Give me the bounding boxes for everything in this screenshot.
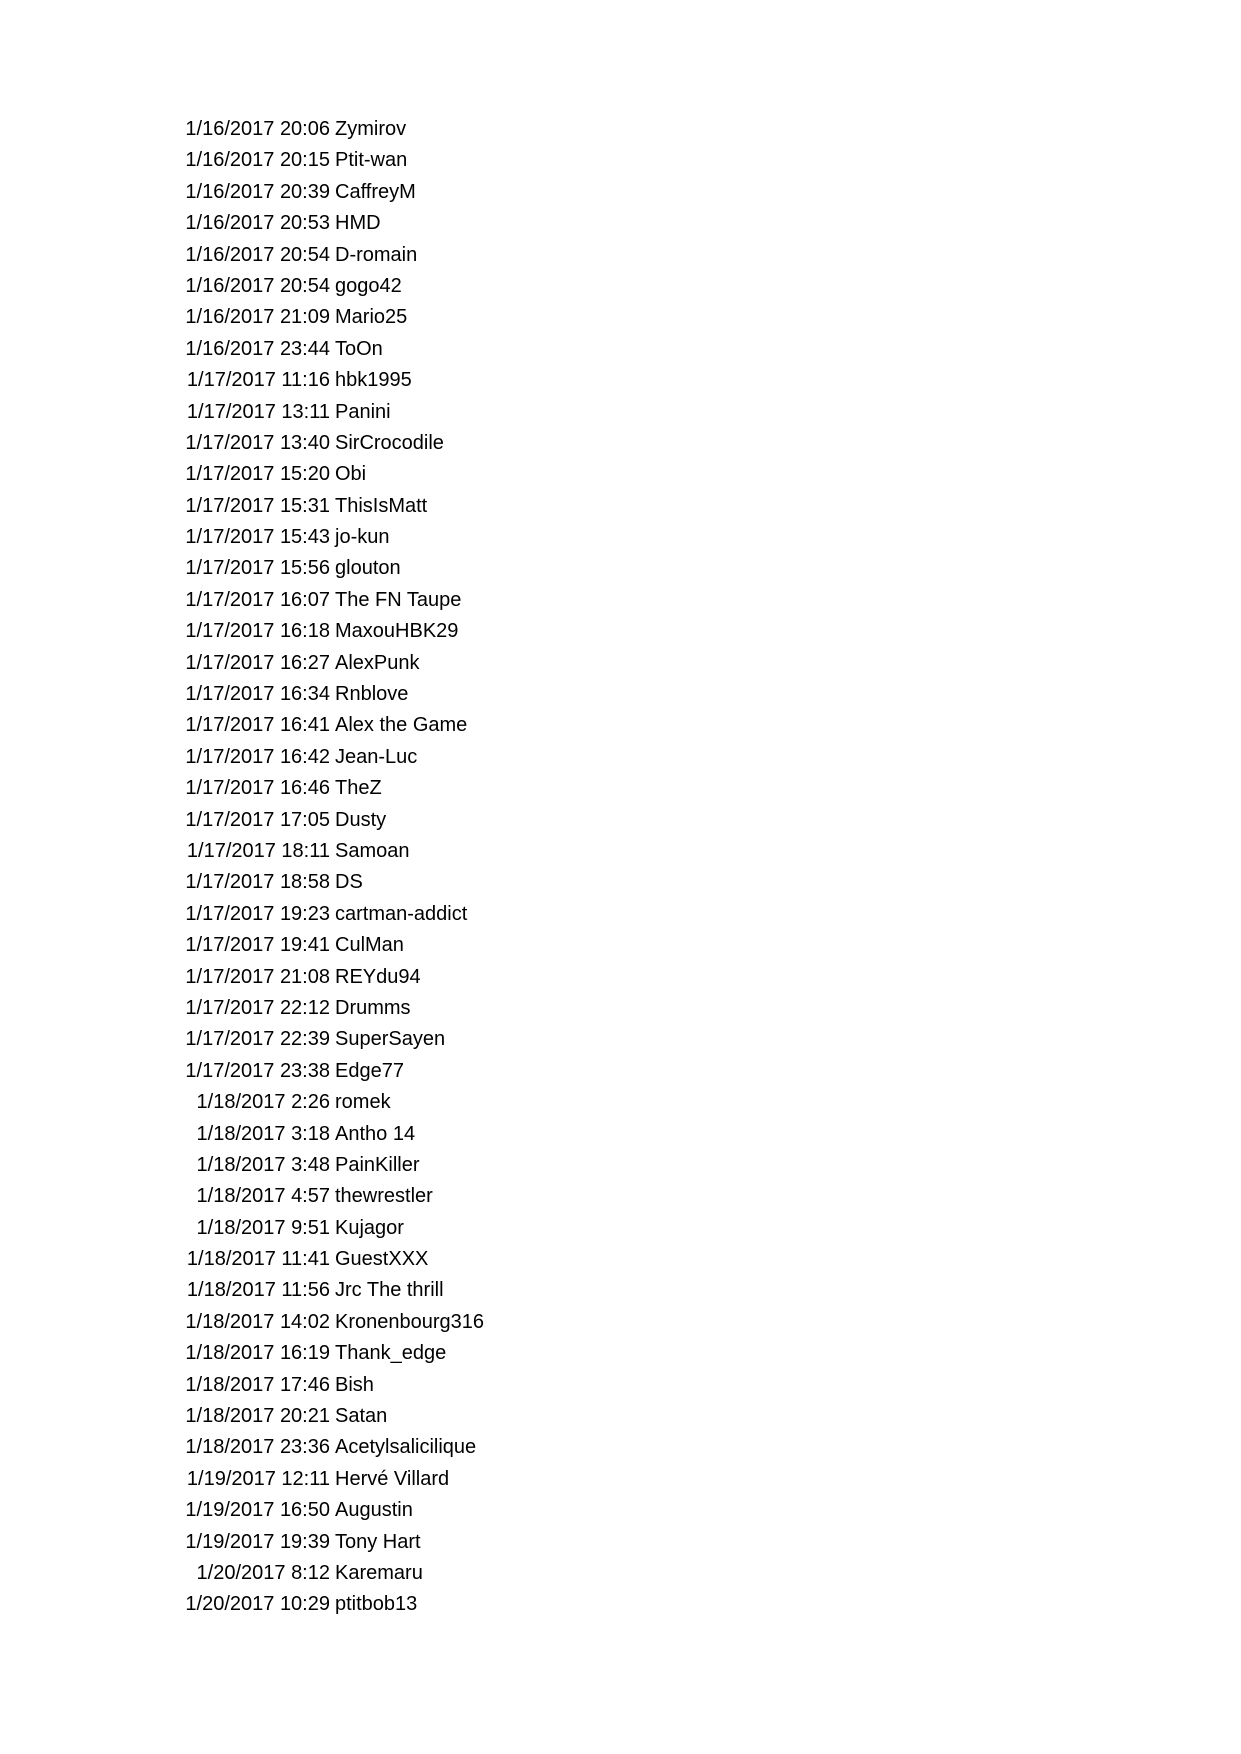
entry-name: Rnblove (335, 683, 409, 706)
entry-datetime: 1/16/2017 21:09 (185, 306, 330, 329)
entry-datetime: 1/17/2017 16:34 (185, 683, 330, 706)
entry-datetime: 1/18/2017 11:41 (186, 1248, 330, 1271)
entry-name: CaffreyM (335, 180, 416, 203)
entry-name: Samoan (335, 839, 410, 862)
list-item (0, 899, 1241, 930)
entry-name: cartman-addict (335, 902, 468, 925)
list-item (0, 616, 1241, 647)
entry-datetime: 1/19/2017 16:50 (185, 1499, 330, 1522)
entry-name: Alex the Game (335, 714, 468, 737)
entry-name: D-romain (335, 243, 418, 266)
entry-name: CulMan (335, 934, 404, 957)
entry-datetime: 1/17/2017 23:38 (185, 1059, 330, 1082)
entry-datetime: 1/17/2017 16:42 (185, 745, 330, 768)
entry-name: Zymirov (335, 118, 407, 140)
entry-datetime: 1/16/2017 20:53 (185, 212, 330, 235)
entry-datetime: 1/17/2017 16:18 (185, 620, 330, 643)
entry-name: Kronenbourg316 (335, 1310, 485, 1333)
list-item (0, 397, 1241, 428)
list-item (0, 1495, 1241, 1526)
entry-name: jo-kun (335, 526, 390, 549)
entry-name: Drumms (335, 996, 411, 1019)
entry-datetime: 1/17/2017 16:41 (185, 714, 330, 737)
list-item (0, 1432, 1241, 1463)
list-item (0, 334, 1241, 365)
list-item (0, 930, 1241, 961)
list-item (0, 773, 1241, 804)
list-item (0, 271, 1241, 302)
entry-datetime: 1/17/2017 16:46 (185, 777, 330, 800)
list-item (0, 1527, 1241, 1558)
list-item (0, 742, 1241, 773)
list-item (0, 302, 1241, 333)
entry-name: The FN Taupe (335, 588, 462, 611)
entry-datetime: 1/16/2017 20:06 (185, 118, 330, 140)
entry-name: GuestXXX (335, 1248, 429, 1271)
entry-datetime: 1/18/2017 3:48 (196, 1153, 330, 1176)
entry-datetime: 1/17/2017 22:39 (185, 1028, 330, 1051)
entry-datetime: 1/18/2017 20:21 (185, 1405, 330, 1428)
entry-datetime: 1/16/2017 20:54 (185, 243, 330, 266)
list-item (0, 365, 1241, 396)
entry-name: romek (335, 1091, 391, 1114)
list-item (0, 553, 1241, 584)
entry-datetime: 1/18/2017 9:51 (196, 1216, 330, 1239)
list-item (0, 1558, 1241, 1589)
list-item (0, 114, 1241, 145)
list-item (0, 177, 1241, 208)
list-item (0, 1150, 1241, 1181)
list-item (0, 585, 1241, 616)
list-item (0, 240, 1241, 271)
entry-name: Thank_edge (335, 1342, 447, 1365)
entry-datetime: 1/16/2017 20:15 (185, 149, 330, 172)
list-item (0, 867, 1241, 898)
entry-datetime: 1/16/2017 20:39 (185, 180, 330, 203)
list-item (0, 1401, 1241, 1432)
entry-name: Satan (335, 1405, 388, 1428)
entry-datetime: 1/18/2017 16:19 (185, 1342, 330, 1365)
entry-name: Mario25 (335, 306, 408, 329)
entry-datetime: 1/17/2017 15:20 (185, 463, 330, 486)
entry-name: Acetylsalicilique (335, 1436, 477, 1459)
list-item (0, 1213, 1241, 1244)
list-item (0, 1275, 1241, 1306)
list-item (0, 1056, 1241, 1087)
entry-list (0, 114, 1241, 1621)
entry-datetime: 1/17/2017 16:27 (185, 651, 330, 674)
entry-name: TheZ (335, 777, 382, 800)
list-item (0, 710, 1241, 741)
entry-name: AlexPunk (335, 651, 420, 674)
entry-datetime: 1/18/2017 17:46 (185, 1373, 330, 1396)
entry-name: ptitbob13 (335, 1593, 418, 1616)
entry-name: Edge77 (335, 1059, 404, 1082)
entry-name: ToOn (335, 337, 383, 360)
entry-name: Jrc The thrill (335, 1279, 444, 1302)
list-item (0, 1338, 1241, 1369)
entry-datetime: 1/18/2017 4:57 (196, 1185, 330, 1208)
entry-datetime: 1/17/2017 22:12 (185, 996, 330, 1019)
entry-datetime: 1/17/2017 17:05 (185, 808, 330, 831)
list-item (0, 1087, 1241, 1118)
entry-name: REYdu94 (335, 965, 421, 988)
entry-datetime: 1/19/2017 19:39 (185, 1530, 330, 1553)
list-item (0, 1370, 1241, 1401)
entry-datetime: 1/17/2017 18:11 (186, 839, 330, 862)
entry-name: Karemaru (335, 1561, 423, 1584)
entry-name: hbk1995 (335, 369, 412, 392)
list-item (0, 208, 1241, 239)
entry-datetime: 1/17/2017 15:43 (185, 526, 330, 549)
entry-name: glouton (335, 557, 401, 580)
entry-name: Kujagor (335, 1216, 404, 1239)
list-item (0, 1464, 1241, 1495)
entry-datetime: 1/20/2017 10:29 (185, 1593, 330, 1616)
entry-name: gogo42 (335, 274, 402, 297)
list-item (0, 962, 1241, 993)
list-item (0, 993, 1241, 1024)
list-item (0, 648, 1241, 679)
list-item (0, 679, 1241, 710)
list-item (0, 1024, 1241, 1055)
entry-name: Obi (335, 463, 367, 486)
entry-datetime: 1/17/2017 11:16 (186, 369, 330, 392)
entry-name: Augustin (335, 1499, 413, 1522)
entry-name: Tony Hart (335, 1530, 421, 1553)
entry-datetime: 1/17/2017 21:08 (185, 965, 330, 988)
entry-name: ThisIsMatt (335, 494, 428, 517)
entry-name: DS (335, 871, 363, 894)
list-item (0, 491, 1241, 522)
list-item (0, 522, 1241, 553)
list-item (0, 805, 1241, 836)
entry-name: SuperSayen (335, 1028, 446, 1051)
entry-datetime: 1/17/2017 19:23 (185, 902, 330, 925)
entry-name: HMD (335, 212, 381, 235)
entry-name: Antho 14 (335, 1122, 416, 1145)
list-item (0, 1244, 1241, 1275)
list-item (0, 1307, 1241, 1338)
entry-name: MaxouHBK29 (335, 620, 459, 643)
list-item (0, 428, 1241, 459)
entry-datetime: 1/20/2017 8:12 (196, 1561, 330, 1584)
list-item (0, 1589, 1241, 1620)
entry-name: SirCrocodile (335, 431, 444, 454)
entry-name: Ptit-wan (335, 149, 408, 172)
entry-datetime: 1/16/2017 20:54 (185, 274, 330, 297)
list-item (0, 1181, 1241, 1212)
list-item (0, 145, 1241, 176)
entry-datetime: 1/16/2017 23:44 (185, 337, 330, 360)
entry-name: Dusty (335, 808, 387, 831)
entry-datetime: 1/18/2017 2:26 (196, 1091, 330, 1114)
entry-name: Hervé Villard (335, 1467, 450, 1490)
entry-name: thewrestler (335, 1185, 433, 1208)
entry-datetime: 1/18/2017 11:56 (186, 1279, 330, 1302)
entry-datetime: 1/18/2017 23:36 (185, 1436, 330, 1459)
entry-datetime: 1/17/2017 16:07 (185, 588, 330, 611)
entry-datetime: 1/19/2017 12:11 (186, 1467, 330, 1490)
entry-datetime: 1/17/2017 13:40 (185, 431, 330, 454)
entry-name: Jean-Luc (335, 745, 418, 768)
entry-datetime: 1/17/2017 18:58 (185, 871, 330, 894)
entry-name: Panini (335, 400, 391, 423)
entry-datetime: 1/17/2017 19:41 (185, 934, 330, 957)
entry-name: Bish (335, 1373, 374, 1396)
entry-datetime: 1/17/2017 15:31 (185, 494, 330, 517)
entry-datetime: 1/17/2017 15:56 (185, 557, 330, 580)
list-item (0, 1119, 1241, 1150)
entry-datetime: 1/18/2017 3:18 (196, 1122, 330, 1145)
entry-name: PainKiller (335, 1153, 420, 1176)
entry-datetime: 1/17/2017 13:11 (186, 400, 330, 423)
list-item (0, 836, 1241, 867)
list-item (0, 459, 1241, 490)
entry-datetime: 1/18/2017 14:02 (185, 1310, 330, 1333)
